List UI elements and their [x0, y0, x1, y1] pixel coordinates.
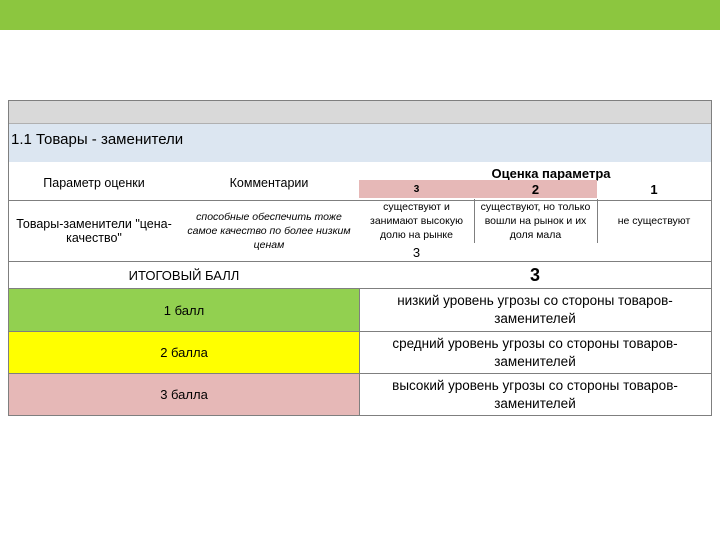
total-label: ИТОГОВЫЙ БАЛЛ [128, 267, 240, 283]
page-title: 1.1 Товары - заменители [11, 131, 184, 148]
scale-text-2: средний уровень угрозы со стороны товаров-заменителей [359, 331, 711, 373]
scale-text-3: высокий уровень угрозы со стороны товаров-заменителей [359, 373, 711, 415]
comment-column-header: Комментарии [229, 176, 309, 190]
option-score-1: не существуют [617, 215, 691, 227]
param-comment: способные обеспечить тоже самое качество по более низким ценам [187, 211, 351, 251]
scale-label-2: 2 балла [9, 331, 359, 373]
scale-label-1: 1 балл [9, 288, 359, 331]
total-value: 3 [529, 264, 540, 285]
option-score-2: существуют, но только вошли на рынок и их доля мала [480, 201, 591, 241]
rating-column-header: Оценка параметра [491, 165, 611, 181]
selected-score: 3 [412, 244, 421, 260]
option-divider [474, 199, 475, 243]
option-divider [597, 199, 598, 243]
top-accent-bar [0, 0, 720, 30]
score-header-2: 2 [531, 181, 540, 197]
assessment-table [8, 100, 712, 416]
scale-label-3: 3 балла [9, 373, 359, 415]
header-band [9, 101, 711, 123]
score-header-1: 1 [650, 181, 658, 197]
option-score-3: существуют и занимают высокую долю на рынке [370, 201, 463, 241]
scale-text-1: низкий уровень угрозы со стороны товаров-заменителей [359, 288, 711, 331]
scale-divider [359, 288, 360, 415]
score-header-3: 3 [413, 183, 420, 195]
param-name: Товары-заменители "цена-качество" [16, 217, 172, 245]
param-column-header: Параметр оценки [43, 176, 145, 190]
